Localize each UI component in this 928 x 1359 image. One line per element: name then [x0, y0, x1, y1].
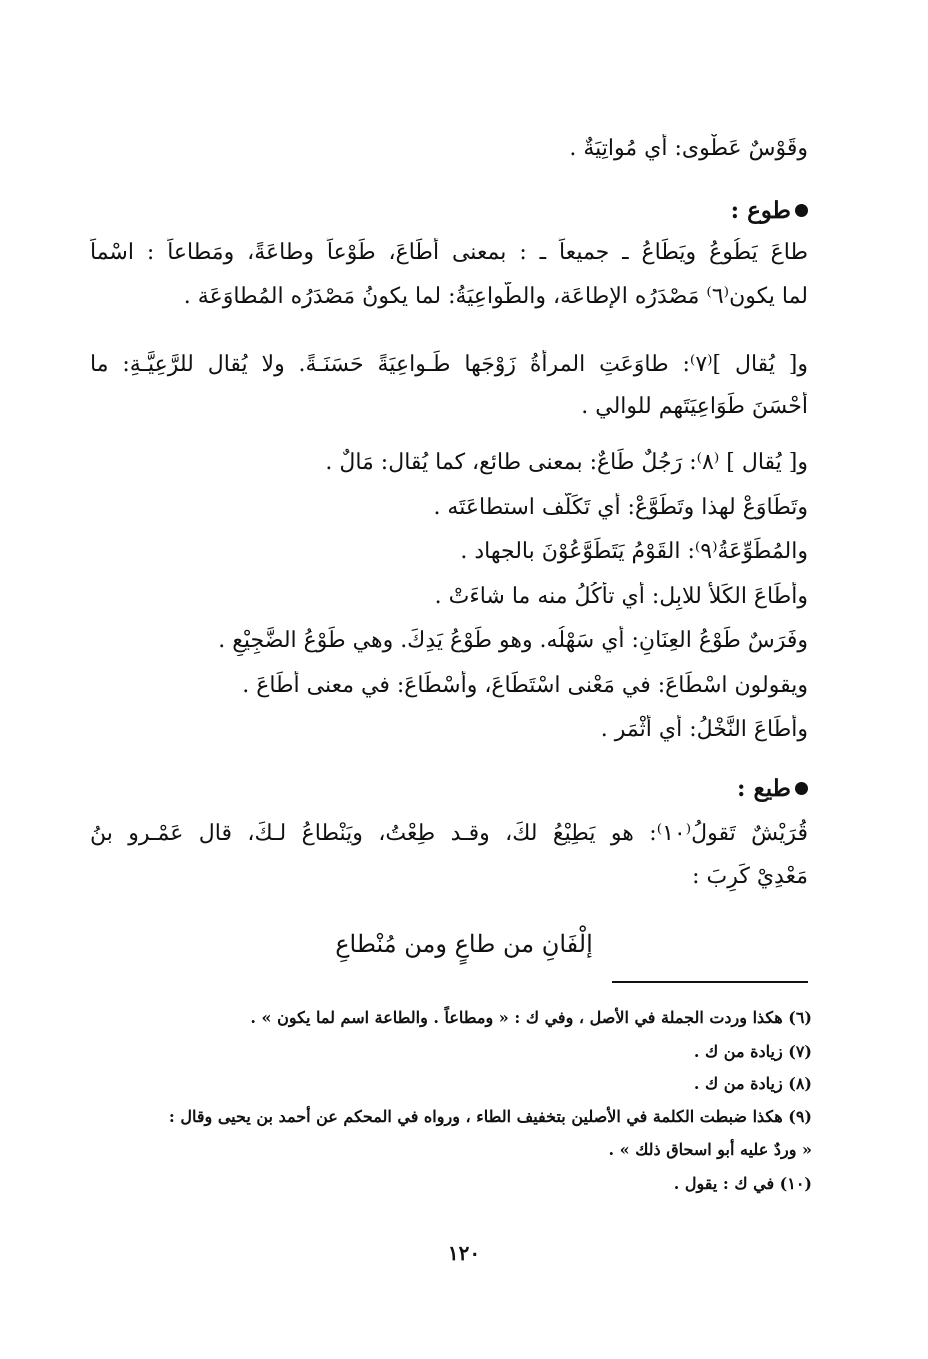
body-line-1: وقَوْسٌ عَطْوى: أي مُواتِيَةٌ . — [569, 136, 808, 161]
footnote-8: (٨) زيادة من ك . — [693, 1074, 812, 1093]
entry-heading-label: طيع : — [737, 775, 791, 802]
footnote-9-continued: « وردٌ عليه أبو اسحاق ذلك » . — [608, 1140, 812, 1159]
footnote-7: (٧) زيادة من ك . — [693, 1042, 812, 1061]
body-line-5: أحْسَنَ طَوَاعِيَتَهم للوالي . — [581, 394, 808, 419]
footnote-9: (٩) هكذا ضبطت الكلمة في الأصلين بتخفيف الطاء ، ورواه في المحكم عن أحمد بن يحيى وقال : — [168, 1107, 812, 1126]
body-line-2: طاعَ يَطُوعُ ويَطَاعُ ـ جميعاً ـ : بمعنى أطَاعَ، طَوْعاً وطاعَةً، ومَطاعاً : اسْماً — [90, 240, 808, 265]
body-line-7: وتَطَاوَعْ لهذا وتَطَوَّعْ: أي تَكَلَّف استطاعَتَه . — [433, 495, 808, 520]
body-line-14: مَعْدِيْ كَرِبَ : — [692, 864, 808, 889]
body-line-12: وأطَاعَ النَّخْلُ: أي أثْمَر . — [600, 717, 808, 742]
body-line-6: و[ يُقال ] ⁽٨⁾: رَجُلٌ طَاعٌ: بمعنى طائع، كما يُقال: مَالٌ . — [325, 450, 808, 475]
bullet-icon — [795, 782, 808, 795]
entry-heading-label: طوع : — [730, 197, 791, 224]
footnote-6: (٦) هكذا وردت الجملة في الأصل ، وفي ك : « ومطاعاً . والطاعة اسم لما يكون » . — [250, 1008, 812, 1027]
body-line-13: قُرَيْشٌ تَقولُ⁽١٠⁾: هو يَطِيْعُ لكَ، وقـد طِعْتُ، ويَنْطاعُ لـكَ، قال عَمْـرو بنُ — [90, 821, 808, 846]
body-line-10: وفَرَسٌ طَوْعُ العِنَانِ: أي سَهْلُه. وهو طَوْعُ يَدِكَ. وهي طَوْعُ الضَّجِيْعِ . — [218, 628, 808, 653]
entry-heading-taya — [737, 774, 808, 804]
body-line-11: ويقولون اسْطَاعَ: في مَعْنى اسْتَطَاعَ، وأسْطَاعَ: في معنى أطَاعَ . — [242, 673, 808, 698]
body-line-9: وأطَاعَ الكَلأ للابِل: أي تأكُلُ منه ما شاءَتْ . — [434, 584, 808, 609]
entry-heading-tawa — [731, 196, 808, 226]
footnote-10: (١٠) في ك : يقول . — [673, 1174, 812, 1193]
bullet-icon — [795, 204, 808, 217]
page-number: ١٢٠ — [447, 1241, 481, 1265]
body-line-8: والمُطَوِّعَةُ⁽٩⁾: القَوْمُ يَتَطَوَّعُوْنَ بالجهاد . — [460, 539, 808, 564]
body-line-4: و[ يُقال ]⁽٧⁾: طاوَعَتِ المرأةُ زَوْجَها طَـواعِيَةً حَسَنَـةً. ولا يُقال للرَّعِيَّـةِ: ما — [90, 352, 808, 377]
footnote-divider — [612, 981, 808, 983]
poetry-verse: إلْفَانِ من طاعٍ ومن مُنْطاعِ — [335, 930, 593, 958]
body-line-3: لما يكون⁽٦⁾ مَصْدَرُه الإطاعَة، والطَّواعِيَةُ: لما يكونُ مَصْدَرُه المُطاوَعَة . — [183, 284, 808, 309]
